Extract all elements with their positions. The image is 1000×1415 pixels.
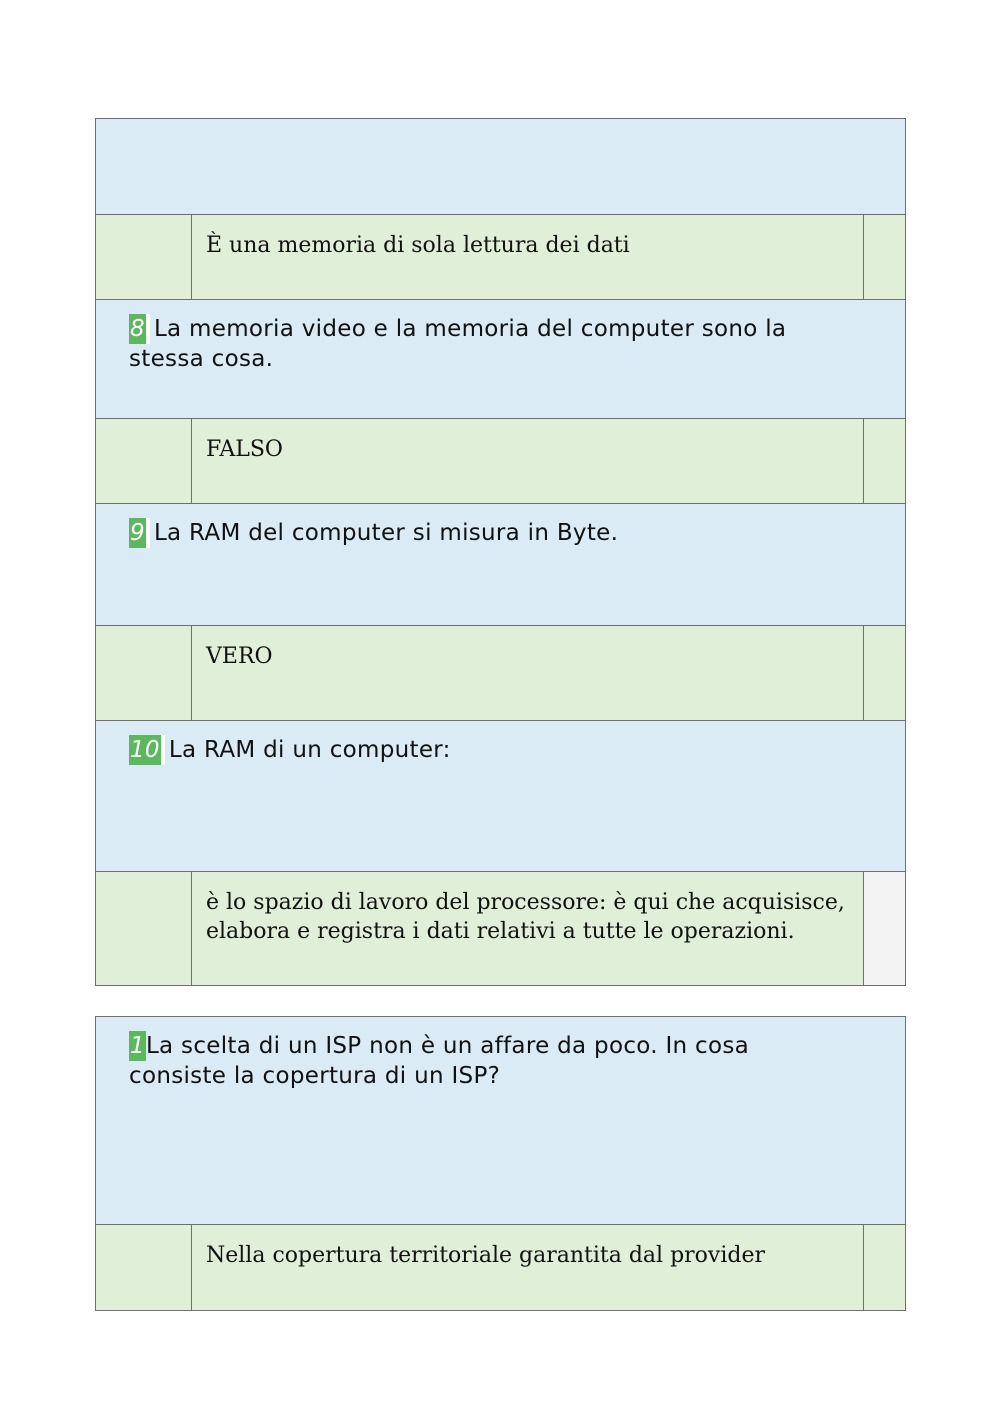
question-text-9 — [129, 518, 849, 548]
answer-row-7 — [96, 215, 905, 300]
answer-left-cell — [96, 626, 192, 720]
question-label: La RAM del computer si misura in Byte. — [153, 520, 619, 546]
quiz-table-1 — [95, 118, 906, 986]
question-row-1 — [96, 1017, 905, 1225]
question-text-1 — [129, 1031, 849, 1091]
quiz-table-2 — [95, 1016, 906, 1311]
answer-right-cell — [863, 872, 905, 985]
answer-right-cell — [863, 419, 905, 503]
answer-left-cell — [96, 215, 192, 299]
question-number-badge: 8 — [130, 316, 145, 342]
answer-row-1 — [96, 1225, 905, 1310]
question-row-9 — [96, 504, 905, 626]
question-number-badge: 1 — [130, 1033, 145, 1059]
answer-row-9 — [96, 626, 905, 721]
question-row-10 — [96, 721, 905, 872]
answer-right-cell — [863, 626, 905, 720]
question-row-7 — [96, 119, 905, 215]
answer-right-cell — [863, 215, 905, 299]
answer-left-cell — [96, 419, 192, 503]
question-text-10 — [129, 735, 849, 765]
question-label: La memoria video e la memoria del computer sono la stessa cosa. — [129, 316, 787, 372]
question-label: La RAM di un computer: — [168, 737, 451, 763]
answer-text-8: FALSO — [206, 437, 283, 462]
answer-text-9: VERO — [206, 644, 273, 669]
question-number-badge: 9 — [130, 520, 145, 546]
answer-row-10 — [96, 872, 905, 985]
question-text-8 — [129, 314, 849, 374]
question-row-8 — [96, 300, 905, 419]
answer-text-1: Nella copertura territoriale garantita dal provider — [206, 1243, 765, 1268]
answer-text-7: È una memoria di sola lettura dei dati — [206, 233, 630, 258]
question-number-badge: 10 — [130, 737, 160, 763]
answer-right-cell — [863, 1225, 905, 1310]
question-label: La scelta di un ISP non è un affare da poco. In cosa consiste la copertura di un ISP? — [129, 1033, 750, 1089]
answer-text-10: è lo spazio di lavoro del processore: è qui che acquisisce, elabora e registra i dati relativi a tutte le operazioni. — [206, 890, 845, 944]
answer-left-cell — [96, 1225, 192, 1310]
answer-left-cell — [96, 872, 192, 985]
answer-row-8 — [96, 419, 905, 504]
